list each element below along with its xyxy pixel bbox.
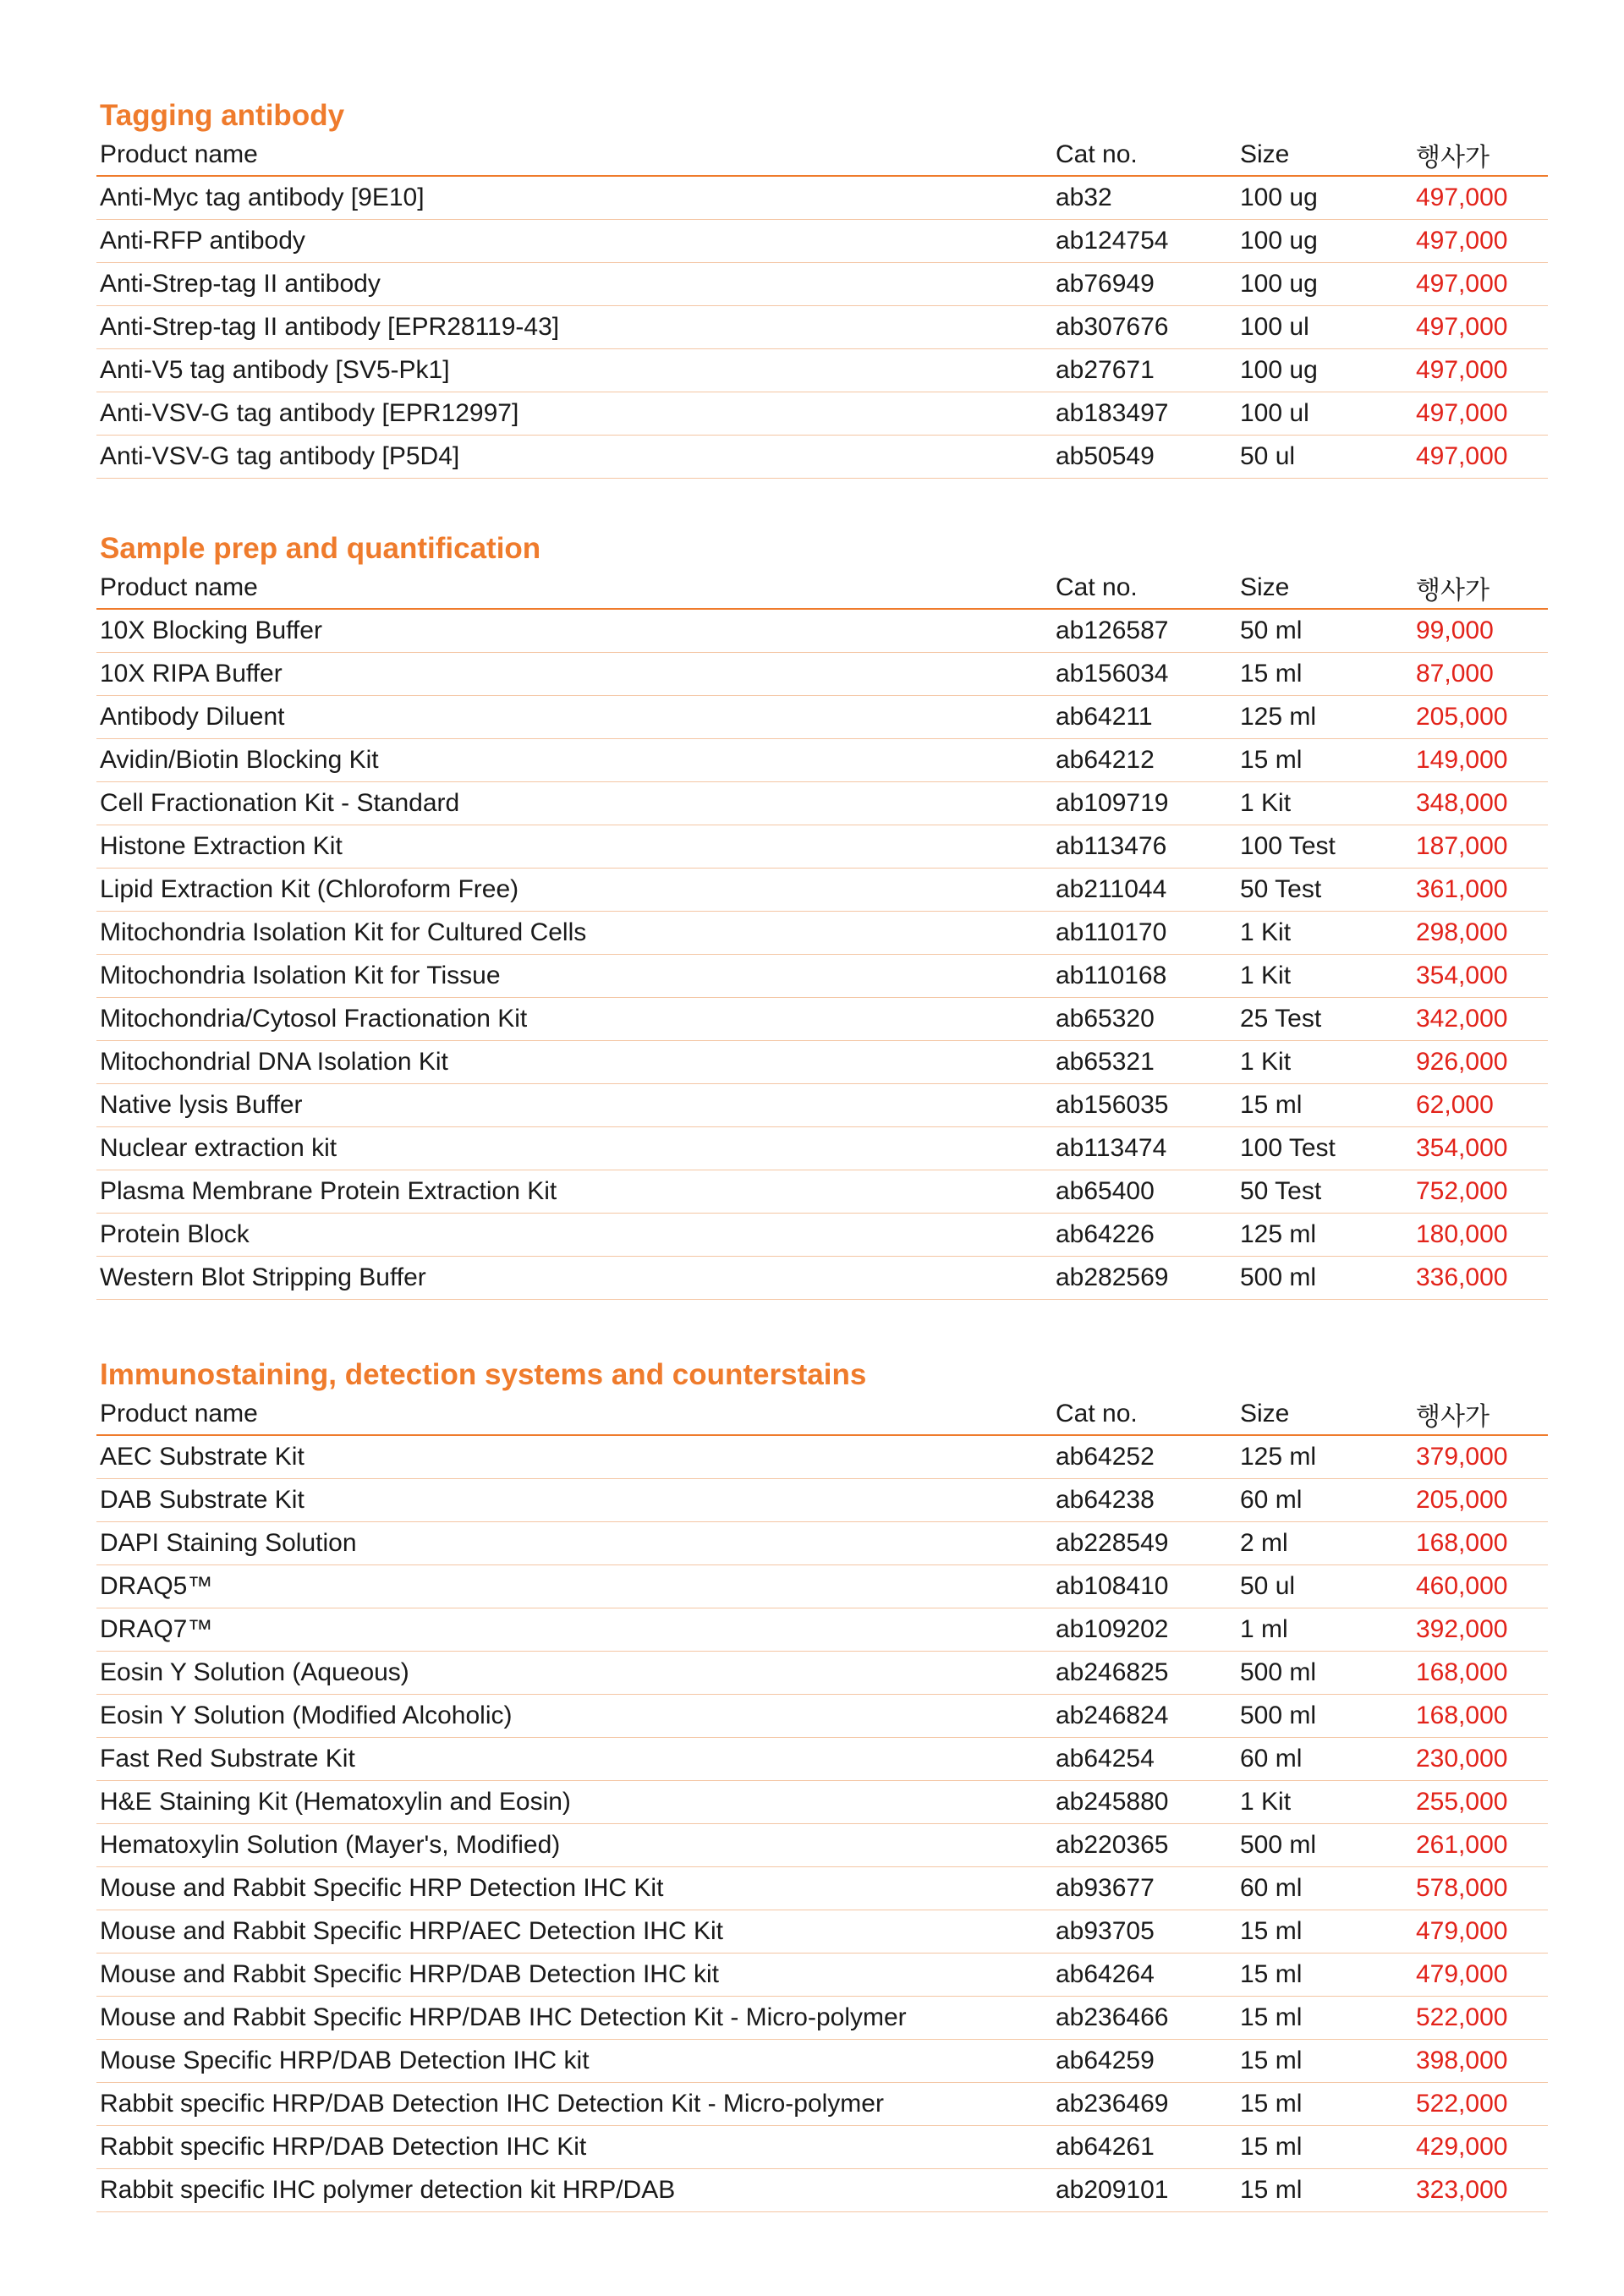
product-table [96,1394,1548,2212]
section-title: Tagging antibody [100,99,345,132]
cat-no: ab65321 [1052,1041,1237,1084]
size: 500 ml [1237,1824,1413,1867]
size: 100 Test [1237,1127,1413,1170]
header-product-name: Product name [96,567,1052,609]
size: 100 ug [1237,220,1413,263]
table-row [96,220,1548,263]
product-name: Eosin Y Solution (Modified Alcoholic) [96,1695,1052,1738]
size: 15 ml [1237,739,1413,782]
product-name: Anti-Strep-tag II antibody [EPR28119-43] [96,306,1052,349]
price: 460,000 [1413,1565,1548,1608]
cat-no: ab236466 [1052,1997,1237,2040]
header-cat-no: Cat no. [1052,567,1237,609]
table-row [96,2169,1548,2212]
header-cat-no: Cat no. [1052,1394,1237,1435]
price: 497,000 [1413,306,1548,349]
size: 60 ml [1237,1867,1413,1910]
product-name: Mouse and Rabbit Specific HRP/DAB IHC Detection Kit - Micro-polymer [96,1997,1052,2040]
price: 180,000 [1413,1214,1548,1257]
price: 336,000 [1413,1257,1548,1300]
product-name: DRAQ7™ [96,1608,1052,1652]
cat-no: ab109202 [1052,1608,1237,1652]
size: 1 Kit [1237,1781,1413,1824]
cat-no: ab64261 [1052,2126,1237,2169]
product-name: Anti-RFP antibody [96,220,1052,263]
table-row [96,1170,1548,1214]
product-name: Lipid Extraction Kit (Chloroform Free) [96,869,1052,912]
price: 99,000 [1413,609,1548,653]
table-row [96,2126,1548,2169]
price: 230,000 [1413,1738,1548,1781]
cat-no: ab93705 [1052,1910,1237,1954]
header-size: Size [1237,567,1413,609]
size: 100 ul [1237,306,1413,349]
cat-no: ab64259 [1052,2040,1237,2083]
cat-no: ab64254 [1052,1738,1237,1781]
table-row [96,1041,1548,1084]
product-name: Mouse and Rabbit Specific HRP/AEC Detection IHC Kit [96,1910,1052,1954]
size: 125 ml [1237,696,1413,739]
table-row [96,1695,1548,1738]
product-name: Plasma Membrane Protein Extraction Kit [96,1170,1052,1214]
cat-no: ab110170 [1052,912,1237,955]
cat-no: ab110168 [1052,955,1237,998]
cat-no: ab64211 [1052,696,1237,739]
table-row [96,1954,1548,1997]
size: 2 ml [1237,1522,1413,1565]
price: 168,000 [1413,1522,1548,1565]
product-name: Rabbit specific IHC polymer detection kit HRP/DAB [96,2169,1052,2212]
product-name: Anti-Myc tag antibody [9E10] [96,176,1052,220]
price: 752,000 [1413,1170,1548,1214]
cat-no: ab27671 [1052,349,1237,392]
price: 361,000 [1413,869,1548,912]
table-row [96,955,1548,998]
price: 348,000 [1413,782,1548,825]
cat-no: ab156035 [1052,1084,1237,1127]
table-row [96,653,1548,696]
size: 100 ul [1237,392,1413,436]
size: 15 ml [1237,1910,1413,1954]
header-price: 행사가 [1413,567,1548,609]
cat-no: ab64212 [1052,739,1237,782]
size: 500 ml [1237,1695,1413,1738]
size: 125 ml [1237,1435,1413,1479]
size: 15 ml [1237,2126,1413,2169]
section-title: Sample prep and quantification [100,532,541,565]
size: 60 ml [1237,1738,1413,1781]
table-header-row [96,134,1548,176]
product-name: Protein Block [96,1214,1052,1257]
table-row [96,306,1548,349]
section-tagging-antibody [96,97,1548,479]
table-row [96,1652,1548,1695]
size: 50 Test [1237,1170,1413,1214]
price: 205,000 [1413,696,1548,739]
product-name: Rabbit specific HRP/DAB Detection IHC Detection Kit - Micro-polymer [96,2083,1052,2126]
cat-no: ab126587 [1052,609,1237,653]
header-cat-no: Cat no. [1052,134,1237,176]
price: 497,000 [1413,220,1548,263]
product-name: Anti-VSV-G tag antibody [EPR12997] [96,392,1052,436]
price: 398,000 [1413,2040,1548,2083]
product-table [96,567,1548,1300]
cat-no: ab156034 [1052,653,1237,696]
size: 1 Kit [1237,955,1413,998]
price: 62,000 [1413,1084,1548,1127]
table-row [96,1479,1548,1522]
cat-no: ab183497 [1052,392,1237,436]
size: 500 ml [1237,1257,1413,1300]
price: 479,000 [1413,1910,1548,1954]
cat-no: ab64264 [1052,1954,1237,1997]
cat-no: ab64252 [1052,1435,1237,1479]
size: 1 ml [1237,1608,1413,1652]
product-name: Eosin Y Solution (Aqueous) [96,1652,1052,1695]
size: 25 Test [1237,998,1413,1041]
product-name: Mitochondria/Cytosol Fractionation Kit [96,998,1052,1041]
product-name: Mouse and Rabbit Specific HRP Detection IHC Kit [96,1867,1052,1910]
table-row [96,1997,1548,2040]
table-row [96,2083,1548,2126]
product-name: H&E Staining Kit (Hematoxylin and Eosin) [96,1781,1052,1824]
table-row [96,392,1548,436]
size: 15 ml [1237,1997,1413,2040]
size: 1 Kit [1237,912,1413,955]
cat-no: ab236469 [1052,2083,1237,2126]
product-name: Anti-VSV-G tag antibody [P5D4] [96,436,1052,479]
product-name: Antibody Diluent [96,696,1052,739]
cat-no: ab64226 [1052,1214,1237,1257]
product-name: Nuclear extraction kit [96,1127,1052,1170]
product-name: Avidin/Biotin Blocking Kit [96,739,1052,782]
cat-no: ab113474 [1052,1127,1237,1170]
size: 100 ug [1237,263,1413,306]
header-product-name: Product name [96,1394,1052,1435]
section-sample-prep [96,530,1548,1300]
table-row [96,1781,1548,1824]
cat-no: ab93677 [1052,1867,1237,1910]
table-row [96,1824,1548,1867]
size: 15 ml [1237,2040,1413,2083]
product-name: Hematoxylin Solution (Mayer's, Modified) [96,1824,1052,1867]
price: 354,000 [1413,955,1548,998]
section-immunostaining [96,1356,1548,2212]
cat-no: ab220365 [1052,1824,1237,1867]
cat-no: ab282569 [1052,1257,1237,1300]
price: 497,000 [1413,436,1548,479]
size: 100 Test [1237,825,1413,869]
table-row [96,998,1548,1041]
product-name: DRAQ5™ [96,1565,1052,1608]
cat-no: ab113476 [1052,825,1237,869]
table-row [96,1127,1548,1170]
price: 205,000 [1413,1479,1548,1522]
price: 323,000 [1413,2169,1548,2212]
product-name: DAB Substrate Kit [96,1479,1052,1522]
cat-no: ab65320 [1052,998,1237,1041]
price: 429,000 [1413,2126,1548,2169]
product-name: Histone Extraction Kit [96,825,1052,869]
price: 149,000 [1413,739,1548,782]
table-row [96,1738,1548,1781]
cat-no: ab108410 [1052,1565,1237,1608]
product-name: Mitochondria Isolation Kit for Tissue [96,955,1052,998]
cat-no: ab50549 [1052,436,1237,479]
cat-no: ab211044 [1052,869,1237,912]
header-product-name: Product name [96,134,1052,176]
size: 50 Test [1237,869,1413,912]
table-row [96,609,1548,653]
price: 497,000 [1413,349,1548,392]
size: 50 ul [1237,1565,1413,1608]
table-header-row [96,567,1548,609]
cat-no: ab209101 [1052,2169,1237,2212]
price: 522,000 [1413,2083,1548,2126]
price: 392,000 [1413,1608,1548,1652]
product-name: Rabbit specific HRP/DAB Detection IHC Kit [96,2126,1052,2169]
cat-no: ab246825 [1052,1652,1237,1695]
product-name: 10X RIPA Buffer [96,653,1052,696]
size: 50 ul [1237,436,1413,479]
table-row [96,912,1548,955]
price: 497,000 [1413,263,1548,306]
cat-no: ab32 [1052,176,1237,220]
table-row [96,1910,1548,1954]
table-row [96,825,1548,869]
cat-no: ab307676 [1052,306,1237,349]
price: 578,000 [1413,1867,1548,1910]
header-size: Size [1237,1394,1413,1435]
product-name: Anti-V5 tag antibody [SV5-Pk1] [96,349,1052,392]
header-price: 행사가 [1413,134,1548,176]
table-row [96,1214,1548,1257]
price: 497,000 [1413,392,1548,436]
size: 15 ml [1237,2169,1413,2212]
cat-no: ab109719 [1052,782,1237,825]
size: 1 Kit [1237,1041,1413,1084]
size: 50 ml [1237,609,1413,653]
cat-no: ab245880 [1052,1781,1237,1824]
table-row [96,1608,1548,1652]
price: 497,000 [1413,176,1548,220]
table-row [96,782,1548,825]
size: 500 ml [1237,1652,1413,1695]
header-size: Size [1237,134,1413,176]
table-row [96,2040,1548,2083]
table-header-row [96,1394,1548,1435]
product-name: Mouse Specific HRP/DAB Detection IHC kit [96,2040,1052,2083]
cat-no: ab64238 [1052,1479,1237,1522]
table-row [96,1867,1548,1910]
size: 100 ug [1237,349,1413,392]
price: 342,000 [1413,998,1548,1041]
price: 187,000 [1413,825,1548,869]
size: 15 ml [1237,2083,1413,2126]
price: 168,000 [1413,1652,1548,1695]
size: 1 Kit [1237,782,1413,825]
table-row [96,696,1548,739]
table-row [96,1522,1548,1565]
size: 15 ml [1237,653,1413,696]
price: 168,000 [1413,1695,1548,1738]
table-row [96,1435,1548,1479]
table-row [96,1084,1548,1127]
size: 60 ml [1237,1479,1413,1522]
price: 298,000 [1413,912,1548,955]
product-name: Anti-Strep-tag II antibody [96,263,1052,306]
size: 100 ug [1237,176,1413,220]
product-name: Mitochondrial DNA Isolation Kit [96,1041,1052,1084]
price: 479,000 [1413,1954,1548,1997]
table-row [96,869,1548,912]
product-name: Cell Fractionation Kit - Standard [96,782,1052,825]
table-row [96,263,1548,306]
cat-no: ab246824 [1052,1695,1237,1738]
table-row [96,1257,1548,1300]
header-price: 행사가 [1413,1394,1548,1435]
price: 379,000 [1413,1435,1548,1479]
table-row [96,349,1548,392]
price: 87,000 [1413,653,1548,696]
price: 522,000 [1413,1997,1548,2040]
price: 926,000 [1413,1041,1548,1084]
product-name: Western Blot Stripping Buffer [96,1257,1052,1300]
product-name: Native lysis Buffer [96,1084,1052,1127]
product-name: Mouse and Rabbit Specific HRP/DAB Detection IHC kit [96,1954,1052,1997]
table-row [96,1565,1548,1608]
product-name: AEC Substrate Kit [96,1435,1052,1479]
size: 15 ml [1237,1954,1413,1997]
cat-no: ab124754 [1052,220,1237,263]
section-title: Immunostaining, detection systems and counterstains [100,1358,867,1391]
product-table [96,134,1548,479]
price: 261,000 [1413,1824,1548,1867]
table-row [96,739,1548,782]
size: 15 ml [1237,1084,1413,1127]
size: 125 ml [1237,1214,1413,1257]
table-row [96,176,1548,220]
product-name: Mitochondria Isolation Kit for Cultured Cells [96,912,1052,955]
product-name: Fast Red Substrate Kit [96,1738,1052,1781]
product-name: DAPI Staining Solution [96,1522,1052,1565]
price: 255,000 [1413,1781,1548,1824]
cat-no: ab65400 [1052,1170,1237,1214]
table-row [96,436,1548,479]
product-name: 10X Blocking Buffer [96,609,1052,653]
price: 354,000 [1413,1127,1548,1170]
cat-no: ab228549 [1052,1522,1237,1565]
cat-no: ab76949 [1052,263,1237,306]
